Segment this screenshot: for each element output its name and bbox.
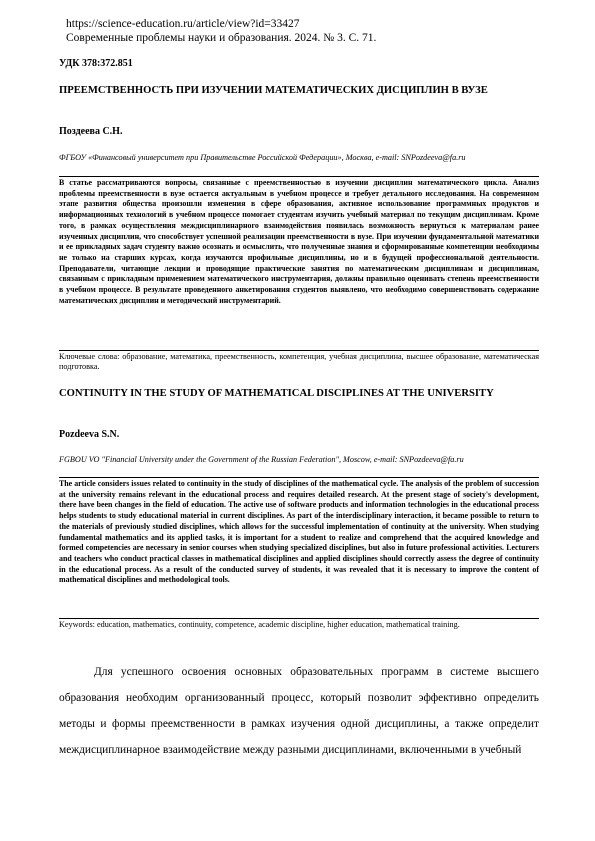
author-name-en: Pozdeeva S.N.	[59, 429, 120, 440]
udk-code: УДК 378:372.851	[59, 58, 133, 69]
keywords-en: Keywords: education, mathematics, continuity, competence, academic discipline, higher education, mathematical training.	[59, 620, 460, 629]
source-url[interactable]: https://science-education.ru/article/view?id=33427	[66, 18, 300, 30]
body-paragraph: Для успешного освоения основных образовательных программ в системе высшего образования необходим организованный процесс, который позволит эффективно определить методы и формы преемственности в рамках изучения одной дисциплины, а также определит междисциплинарное взаимодействие между разными дисциплинами, включенными в учебный	[59, 666, 539, 756]
abstract-ru: В статье рассматриваются вопросы, связанные с преемственностью в изучении дисциплин математического цикла. Анализ проблемы преемственности в вузе остается актуальным в учебном процессе и требует детального исследования. На современном этапе развития общества произошли изменения в сфере образования, активное использование программных продуктов и информационных технологий в учебном процессе помогает студентам изучить учебный материал по текущим дисциплинам. Кроме того, в рамках осуществления междисциплинарного взаимодействия появилась возможность вернуться к материалам ранее изученных дисциплин, что способствует успешной реализации преемственности в вузе. При изучении фундаментальной математики и ее прикладных задач студенту важно осознать и осмыслить, что полученные знания и сформированные компетенции необходимы не только на старших курсах, когда изучаются профильные дисциплины, но и в будущей профессиональной деятельности. Преподаватели, читающие лекции и проводящие практические занятия по математическим дисциплинам и дисциплинам, связанным с прикладным применением математического инструментария, должны правильно оценивать степень преемственности в учебном процессе. В результате проведенного анкетирования студентов выявлено, что необходимо совершенствовать содержание математических дисциплин и методический инструментарий.	[59, 178, 539, 305]
abstract-en-bottom-divider	[59, 618, 539, 619]
affiliation-ru: ФГБОУ «Финансовый университет при Правительстве Российской Федерации», Москва, e-mail: SNPozdeeva@fa.ru	[59, 153, 466, 162]
author-name-ru: Поздеева С.Н.	[59, 126, 123, 137]
keywords-ru: Ключевые слова: образование, математика, преемственность, компетенция, учебная дисциплина, высшее образование, математическая подготовка.	[59, 352, 539, 372]
abstract-bottom-divider	[59, 350, 539, 351]
abstract-en-top-divider	[59, 477, 539, 478]
article-title-en: CONTINUITY IN THE STUDY OF MATHEMATICAL DISCIPLINES AT THE UNIVERSITY	[59, 388, 494, 399]
abstract-en: The article considers issues related to continuity in the study of disciplines of the mathematical cycle. The analysis of the problem of succession at the university remains relevant in the educational process and requires detailed research. At the present stage of society's development, there have been changes in the field of education. The active use of software products and information technologies in the educational process helps students to study educational material in current disciplines. As part of the interdisciplinary interaction, it became possible to return to the materials of previously studied disciplines, which allows for the successful implementation of continuity at the university. When studying fundamental mathematics and its applied tasks, it is important for a student to realize and comprehend that the acquired knowledge and formed competencies are necessary in senior courses when studying specialized disciplines, but also in future professional activities. Lecturers and teachers who conduct practical classes in mathematical disciplines and applied disciplines should correctly assess the degree of continuity in the educational process. As a result of the conducted survey of students, it was revealed that it is necessary to improve the content of mathematical disciplines and methodological tools.	[59, 479, 539, 585]
affiliation-en: FGBOU VO "Financial University under the Government of the Russian Federation", Moscow, e-mail: SNPozdeeva@fa.ru	[59, 455, 464, 464]
journal-citation: Современные проблемы науки и образования. 2024. № 3. С. 71.	[66, 32, 377, 44]
article-title-ru: ПРЕЕМСТВЕННОСТЬ ПРИ ИЗУЧЕНИИ МАТЕМАТИЧЕСКИХ ДИСЦИПЛИН В ВУЗЕ	[59, 85, 488, 96]
abstract-top-divider	[59, 176, 539, 177]
